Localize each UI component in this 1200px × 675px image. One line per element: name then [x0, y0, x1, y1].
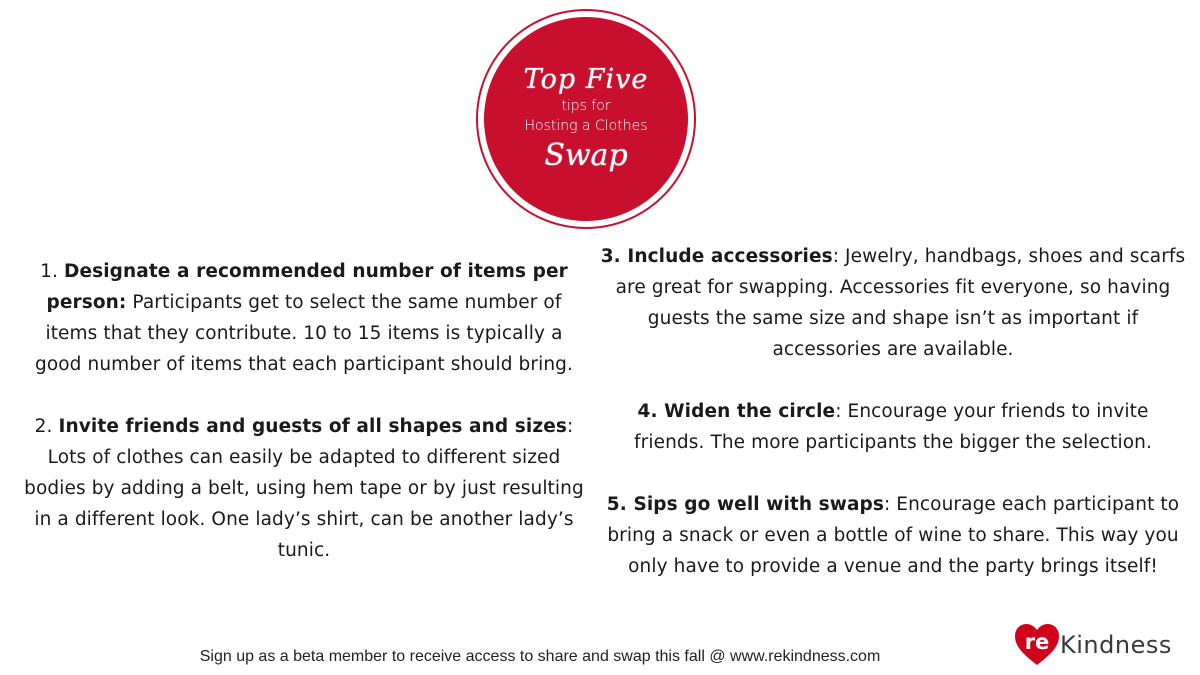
- tip-2-number: 2.: [34, 416, 59, 437]
- tip-2-body: : Lots of clothes can easily be adapted to different sized bodies by adding a belt, using hem tape or by just resulting in a different look. One lady’s shirt, can be another lady’s tunic.: [24, 416, 584, 561]
- logo-re-text: re: [1024, 630, 1050, 654]
- badge-title-top-five: Top Five: [523, 64, 649, 95]
- badge-title-swap: Swap: [544, 138, 628, 173]
- badge-subtitle-hosting: Hosting a Clothes: [524, 118, 648, 134]
- tips-column-left: [22, 256, 586, 566]
- title-badge-circle: [484, 17, 688, 221]
- badge-subtitle-tips-for: tips for: [561, 98, 611, 114]
- tip-3: [600, 241, 1186, 365]
- tip-4-body: : Encourage your friends to invite friends. The more participants the bigger the selection.: [634, 401, 1152, 453]
- tip-3-title: 3. Include accessories: [600, 246, 833, 267]
- tip-1-body: Participants get to select the same number of items that they contribute. 10 to 15 items is typically a good number of items that each participant should bring.: [35, 292, 573, 375]
- tip-3-body: : Jewelry, handbags, shoes and scarfs are great for swapping. Accessories fit everyone, so having guests the same size and shape isn’t as important if accessories are available.: [615, 246, 1186, 360]
- heart-icon: [1014, 623, 1060, 667]
- rekindness-logo: [1014, 623, 1184, 667]
- tip-4: [600, 396, 1186, 458]
- tip-2: [22, 411, 586, 566]
- tip-5-title: 5. Sips go well with swaps: [606, 494, 884, 515]
- tip-2-title: Invite friends and guests of all shapes and sizes: [58, 416, 567, 437]
- tip-5-body: : Encourage each participant to bring a snack or even a bottle of wine to share. This way you only have to provide a venue and the party brings itself!: [607, 494, 1180, 577]
- tip-1-number: 1.: [40, 261, 64, 282]
- footer-signup-text: Sign up as a beta member to receive access to share and swap this fall @ www.rekindness.com: [199, 648, 881, 665]
- logo-name-text: Kindness: [1060, 631, 1172, 659]
- tip-1-title: Designate a recommended number of items per person:: [46, 261, 568, 313]
- tips-column-right: [600, 241, 1186, 582]
- title-badge: [476, 9, 696, 229]
- tip-1: [22, 256, 586, 380]
- tip-5: [600, 489, 1186, 582]
- tip-4-title: 4. Widen the circle: [637, 401, 836, 422]
